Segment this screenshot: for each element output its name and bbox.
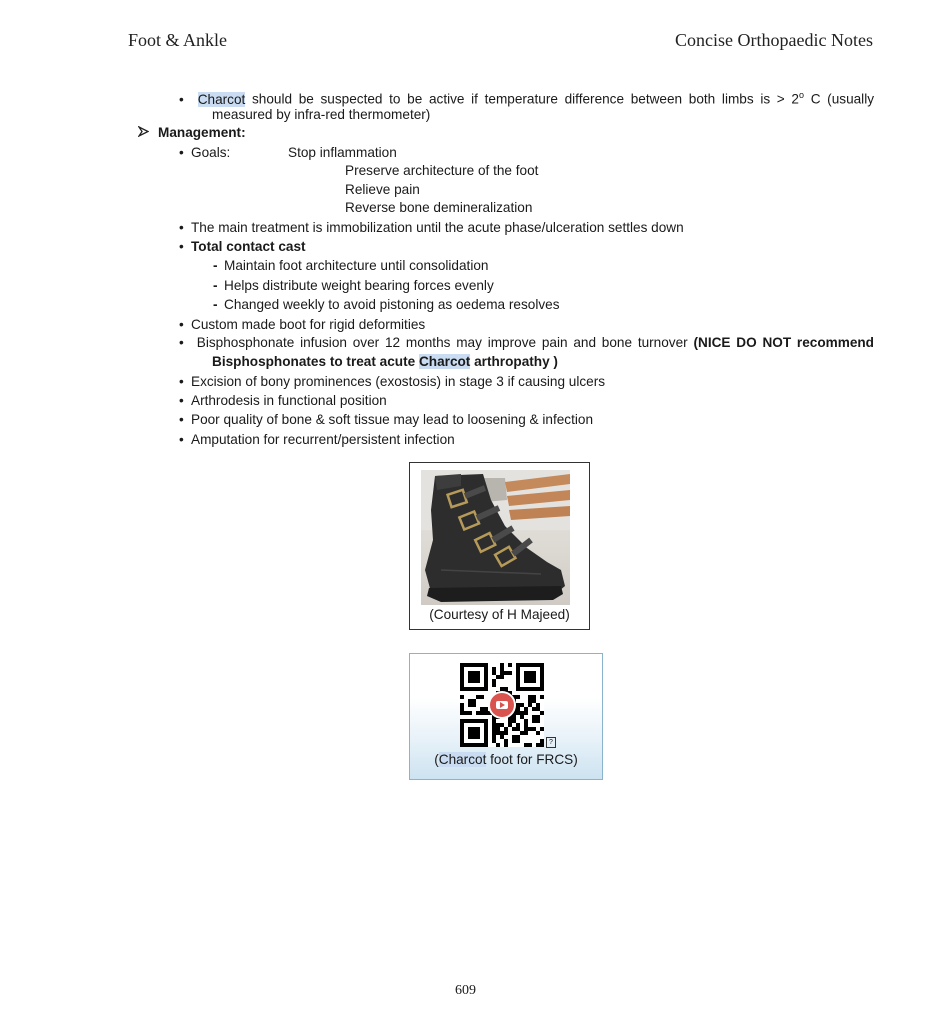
qr-caption: (Charcot foot for FRCS) xyxy=(434,752,578,767)
management-bullet: • Poor quality of bone & soft tissue may lead to loosening & infection xyxy=(179,410,593,429)
page-number: 609 xyxy=(455,983,476,998)
management-bullet: • Excision of bony prominences (exostosis) in stage 3 if causing ulcers xyxy=(179,372,605,391)
custom-boot-bullet: • Custom made boot for rigid deformities xyxy=(179,315,425,334)
qr-video-link[interactable] xyxy=(409,653,603,780)
play-video-icon xyxy=(490,693,514,717)
arrow-bullet-icon xyxy=(138,123,158,142)
goal-item: Stop inflammation xyxy=(288,145,397,160)
boot-figure xyxy=(409,462,590,630)
total-contact-cast-bullet: • Total contact cast xyxy=(179,237,306,256)
goal-item: Relieve pain xyxy=(345,182,420,197)
bisphosphonate-bullet: • Bisphosphonate infusion over 12 months may improve pain and bone turnover (NICE DO NOT recommend xyxy=(179,333,874,352)
management-bullet: • Amputation for recurrent/persistent infection xyxy=(179,430,455,449)
management-heading: Management: xyxy=(138,123,246,142)
qr-code[interactable] xyxy=(460,663,544,747)
bisphosphonate-continuation: Bisphosphonates to treat acute Charcot arthropathy ) xyxy=(212,354,558,369)
management-bullet: • Arthrodesis in functional position xyxy=(179,391,387,410)
custom-boot-photo xyxy=(421,470,570,605)
main-treatment-bullet: • The main treatment is immobilization until the acute phase/ulceration settles down xyxy=(179,218,684,237)
running-header-right: Concise Orthopaedic Notes xyxy=(675,30,873,50)
running-header-left: Foot & Ankle xyxy=(128,30,228,50)
highlighted-term: Charcot xyxy=(197,91,246,107)
goals-label: • Goals: xyxy=(179,143,230,162)
charcot-temperature-bullet: • Charcot should be suspected to be active if temperature difference between both limbs is > $2^o$ C (usually xyxy=(179,86,874,109)
highlighted-term: Charcot xyxy=(418,354,471,369)
missing-glyph-icon: ? xyxy=(546,737,556,748)
tcc-sub-item: - Maintain foot architecture until consolidation xyxy=(213,256,488,275)
charcot-temperature-continuation: measured by infra-red thermometer) xyxy=(212,107,431,122)
tcc-sub-item: - Helps distribute weight bearing forces evenly xyxy=(213,276,494,295)
tcc-sub-item: - Changed weekly to avoid pistoning as oedema resolves xyxy=(213,295,560,314)
highlighted-term: Charcot xyxy=(438,752,487,767)
goal-item: Preserve architecture of the foot xyxy=(345,163,539,178)
figure-caption: (Courtesy of H Majeed) xyxy=(429,607,570,622)
goal-item: Reverse bone demineralization xyxy=(345,200,533,215)
